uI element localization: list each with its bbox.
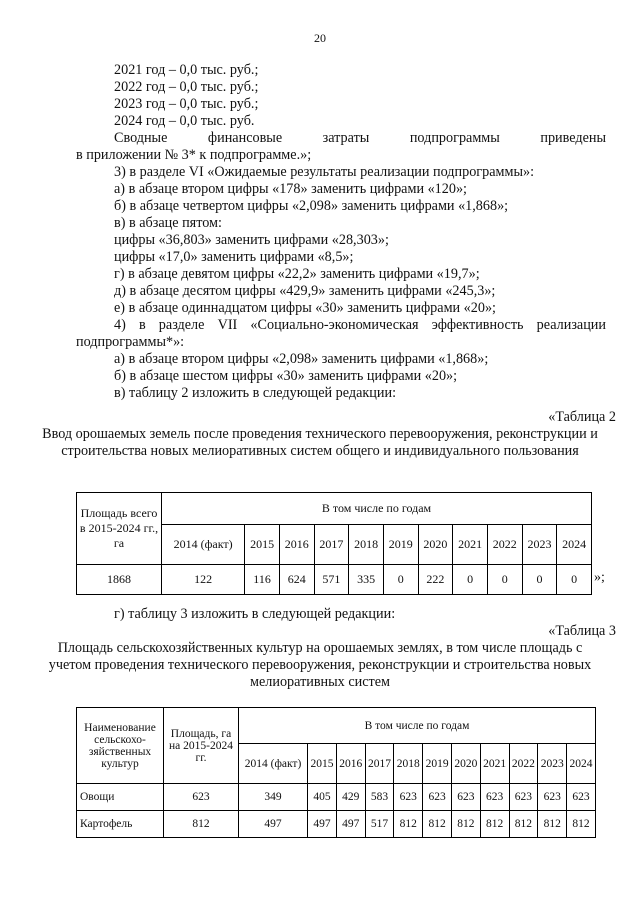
table2-cell: 116 <box>245 565 280 595</box>
table3-year-header: 2024 <box>567 744 596 784</box>
paragraph-table3-intro: г) таблицу 3 изложить в следующей редакции: <box>114 606 396 622</box>
table3-crop-name: Овощи <box>77 784 164 811</box>
paragraph-line: 2023 год – 0,0 тыс. руб.; <box>114 96 259 112</box>
table2-cell: 222 <box>418 565 453 595</box>
table3-cell: 623 <box>509 784 538 811</box>
table3-year-header: 2018 <box>394 744 423 784</box>
table2-label: «Таблица 2 <box>548 409 616 425</box>
table3-year-header: 2019 <box>423 744 452 784</box>
table3-cell: 623 <box>567 784 596 811</box>
paragraph-line: 3) в разделе VI «Ожидаемые результаты реализации подпрограммы»: <box>114 164 535 180</box>
table2-year-header: 2021 <box>453 525 488 565</box>
table2-cell: 624 <box>279 565 314 595</box>
table3-year-header: 2015 <box>308 744 337 784</box>
paragraph-line: а) в абзаце втором цифры «178» заменить цифрами «120»; <box>114 181 468 197</box>
table2-header-area: Площадь всего в 2015-2024 гг., га <box>77 493 162 565</box>
paragraph-line: д) в абзаце десятом цифры «429,9» заменить цифрами «245,3»; <box>114 283 496 299</box>
table2-year-header: 2020 <box>418 525 453 565</box>
table3-cell: 429 <box>336 784 365 811</box>
table3-year-header: 2017 <box>365 744 394 784</box>
table3-cell: 349 <box>239 784 308 811</box>
table2-year-header: 2015 <box>245 525 280 565</box>
table3-cell: 405 <box>308 784 337 811</box>
table3-cell: 623 <box>451 784 480 811</box>
paragraph-line: подпрограммы*»: <box>76 334 185 350</box>
paragraph-line: е) в абзаце одиннадцатом цифры «30» заменить цифрами «20»; <box>114 300 497 316</box>
table3-year-header: 2022 <box>509 744 538 784</box>
table3-cell: 497 <box>239 811 308 838</box>
table2-cell: 122 <box>162 565 245 595</box>
table3-cell: 812 <box>480 811 509 838</box>
table3-year-header: 2021 <box>480 744 509 784</box>
table3-cell: 623 <box>164 784 239 811</box>
table2-year-header: 2022 <box>487 525 522 565</box>
table2-cell: 571 <box>314 565 349 595</box>
table-row <box>77 811 596 838</box>
table3-cell: 623 <box>394 784 423 811</box>
table3-cell: 583 <box>365 784 394 811</box>
table3-header-area: Площадь, га на 2015-2024 гг. <box>164 708 239 784</box>
table3-header-group: В том числе по годам <box>239 708 596 744</box>
table2-year-header: 2019 <box>383 525 418 565</box>
table-2 <box>76 492 592 595</box>
page-number: 20 <box>314 31 326 45</box>
table2-cell: 335 <box>349 565 384 595</box>
paragraph-line: б) в абзаце четвертом цифры «2,098» заменить цифрами «1,868»; <box>114 198 509 214</box>
table2-title: Ввод орошаемых земель после проведения технического перевооружения, реконструкции и строительства новых мелиоративных систем общего и индивидуального пользования <box>42 426 598 459</box>
paragraph-line: а) в абзаце втором цифры «2,098» заменить цифрами «1,868»; <box>114 351 489 367</box>
table3-year-header: 2020 <box>451 744 480 784</box>
table3-cell: 497 <box>308 811 337 838</box>
table2-cell: 1868 <box>77 565 162 595</box>
paragraph-line: в приложении № 3* к подпрограмме.»; <box>76 147 312 163</box>
paragraph-line: цифры «36,803» заменить цифрами «28,303»; <box>114 232 389 248</box>
table3-cell: 812 <box>394 811 423 838</box>
table3-cell: 623 <box>423 784 452 811</box>
table3-title: Площадь сельскохозяйственных культур на орошаемых землях, в том числе площадь с учетом проведения технического перевооружения, реконструкции и строительства новых мелиоративных систем <box>48 640 592 690</box>
paragraph-line: Сводные финансовые затраты подпрограммы приведены <box>114 130 606 146</box>
table2-cell: 0 <box>383 565 418 595</box>
paragraph-line: 4) в разделе VII «Социально-экономическая эффективность реализации <box>114 317 606 333</box>
paragraph-line: в) в абзаце пятом: <box>114 215 222 231</box>
table2-cell: 0 <box>557 565 592 595</box>
table2-year-header: 2014 (факт) <box>162 525 245 565</box>
table2-year-header: 2017 <box>314 525 349 565</box>
table3-cell: 812 <box>451 811 480 838</box>
table2-closing: »; <box>594 570 605 585</box>
table3-cell: 812 <box>509 811 538 838</box>
table2-year-header: 2016 <box>279 525 314 565</box>
table3-cell: 812 <box>164 811 239 838</box>
paragraph-line: 2024 год – 0,0 тыс. руб. <box>114 113 255 129</box>
table3-cell: 812 <box>538 811 567 838</box>
paragraph-line: 2021 год – 0,0 тыс. руб.; <box>114 62 259 78</box>
table3-cell: 623 <box>538 784 567 811</box>
paragraph-line: цифры «17,0» заменить цифрами «8,5»; <box>114 249 354 265</box>
table3-year-header: 2023 <box>538 744 567 784</box>
table2-cell: 0 <box>522 565 557 595</box>
table-3 <box>76 707 596 838</box>
table2-cell: 0 <box>453 565 488 595</box>
table2-header-group: В том числе по годам <box>162 493 592 525</box>
table3-crop-name: Картофель <box>77 811 164 838</box>
table3-label: «Таблица 3 <box>548 623 616 639</box>
table2-year-header: 2018 <box>349 525 384 565</box>
paragraph-line: г) в абзаце девятом цифры «22,2» заменить цифрами «19,7»; <box>114 266 480 282</box>
paragraph-line: 2022 год – 0,0 тыс. руб.; <box>114 79 259 95</box>
table3-header-name: Наименование сельскохо-зяйственных культур <box>77 708 164 784</box>
table3-cell: 812 <box>423 811 452 838</box>
table3-year-header: 2016 <box>336 744 365 784</box>
table3-cell: 517 <box>365 811 394 838</box>
table2-year-header: 2023 <box>522 525 557 565</box>
table3-year-header: 2014 (факт) <box>239 744 308 784</box>
paragraph-line: в) таблицу 2 изложить в следующей редакции: <box>114 385 397 401</box>
table-row <box>77 784 596 811</box>
table3-cell: 497 <box>336 811 365 838</box>
table3-cell: 623 <box>480 784 509 811</box>
table2-cell: 0 <box>487 565 522 595</box>
table3-cell: 812 <box>567 811 596 838</box>
paragraph-line: б) в абзаце шестом цифры «30» заменить цифрами «20»; <box>114 368 458 384</box>
table2-year-header: 2024 <box>557 525 592 565</box>
